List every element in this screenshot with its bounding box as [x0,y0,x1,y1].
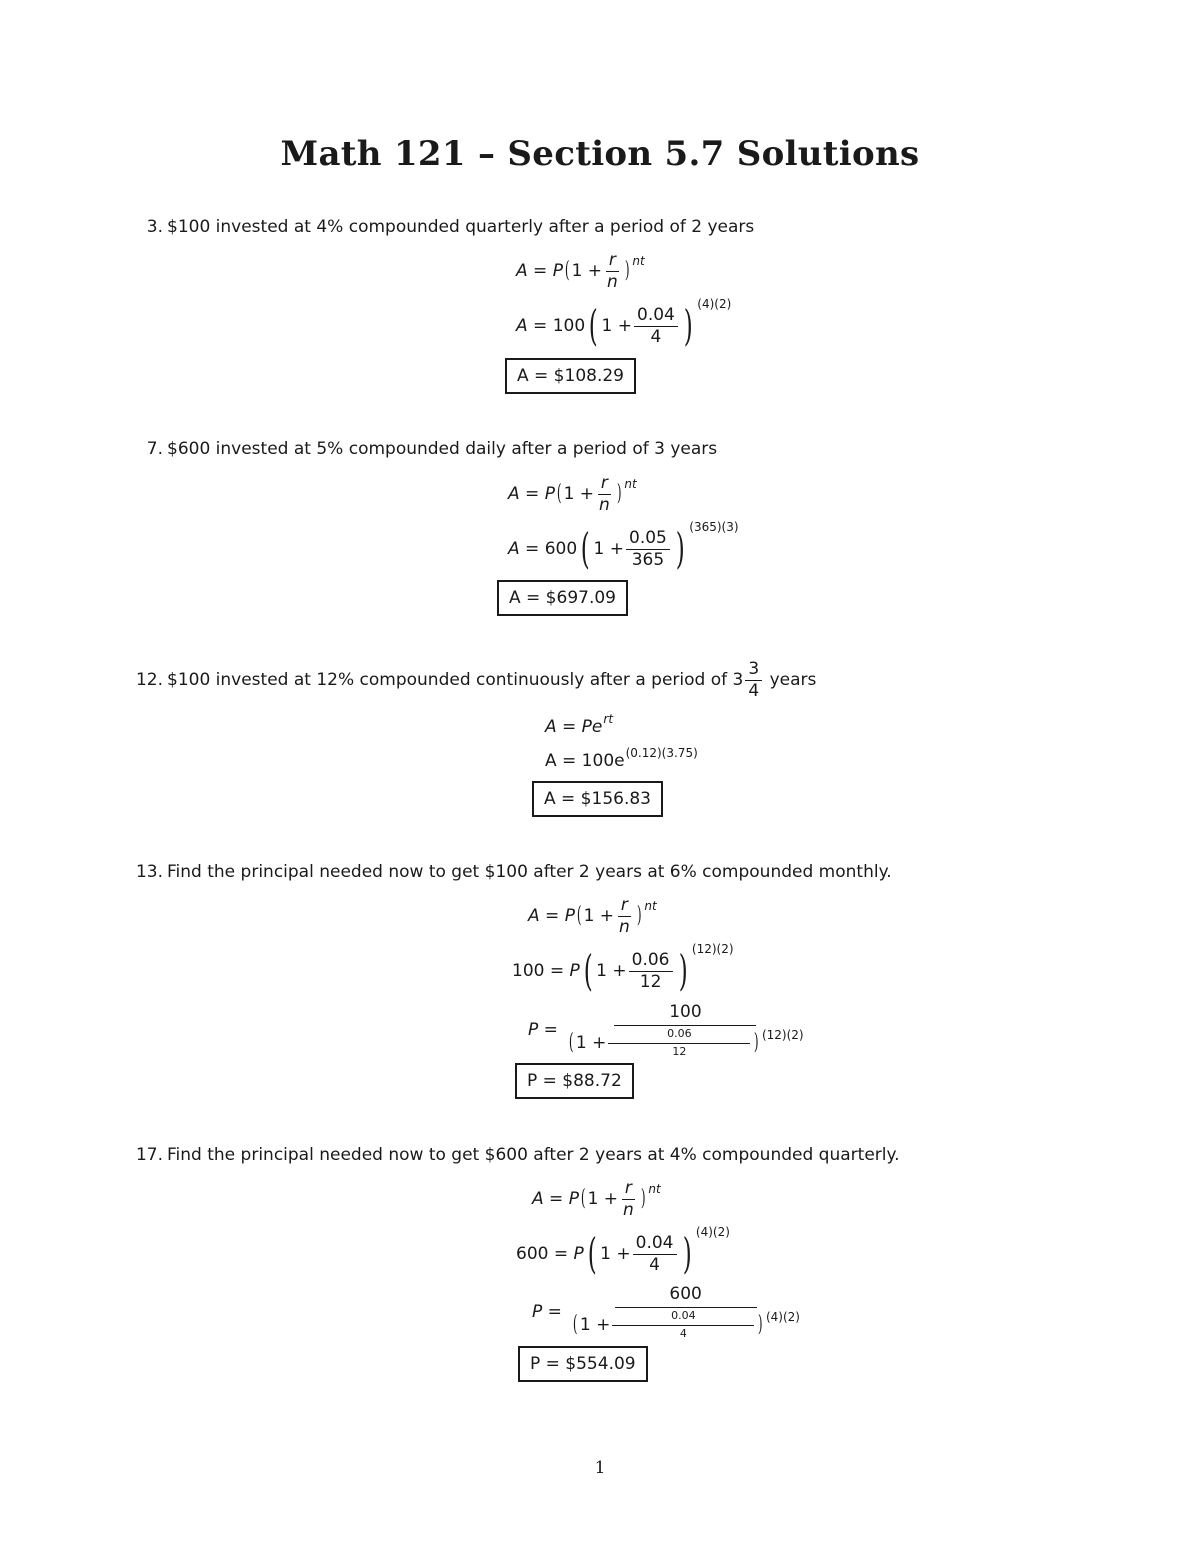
problem-7-formula: A = P ( 1 + $\frac{r}{n}$ ) nt [508,472,637,515]
formula-lhs: A [516,261,528,281]
problem-number: 12. [135,670,163,691]
problem-12-formula [545,712,613,742]
left-paren: ( [580,524,590,573]
right-paren: ) [624,258,630,283]
problem-12-statement [130,660,816,700]
continuous-substitution: A = 100e [545,751,625,771]
rate-fraction: $\frac{r}{n}$ [607,249,618,292]
formula-lhs: A [528,906,540,926]
formula-lhs: A [508,484,520,504]
problem-13-answer-box: P = $88.72 [515,1063,634,1099]
right-paren: ) [683,301,693,350]
right-paren: ) [636,903,642,928]
solve-denominator: ( 1 + $\frac{0.06}{12}$ ) (12)(2) [569,1026,804,1058]
sub-principal: 600 [544,539,578,559]
solve-numerator: 100 [614,1002,756,1026]
sub-fraction: $\frac{0.04}{4}$ [634,306,678,346]
problem-17-solve: P = 600 ( 1 + $\frac{0.04}{4}$ ) (4)(2) [532,1283,804,1341]
problem-13-solve: P = 100 ( 1 + $\frac{0.06}{12}$ ) (12)(2) [528,1001,808,1059]
problem-7-statement [130,439,717,459]
rate-fraction: $\frac{r}{n}$ [619,894,630,937]
page-number: 1 [594,1458,606,1478]
sub-lhs: A [516,316,528,336]
rate-fraction: $\frac{r}{n}$ [599,472,610,515]
principal-symbol: P [544,484,555,504]
sub-lhs: 600 [516,1244,549,1264]
problem-3-statement [130,217,754,237]
exponent: (0.12)(3.75) [625,746,698,760]
problem-3-formula: A = P ( 1 + $\frac{r}{n}$ ) nt [516,249,645,292]
formula-lhs: A [532,1189,544,1209]
exponent: nt [644,899,657,913]
sub-fraction: $\frac{0.04}{4}$ [633,1234,677,1274]
exponent: nt [632,254,645,268]
problem-3-answer-box: A = $108.29 [505,358,636,394]
solve-fraction [567,1284,804,1340]
problem-number: 7. [146,439,163,459]
mixed-fraction: $\frac{3}{4}$ [745,660,762,700]
problem-text: Find the principal needed now to get $600 after 2 years at 4% compounded quarterly. [167,1145,900,1165]
right-paren: ) [678,946,688,995]
problem-text: $600 invested at 5% compounded daily after a period of 3 years [167,439,718,459]
right-paren: ) [640,1186,646,1211]
rate-fraction: $\frac{r}{n}$ [623,1177,634,1220]
left-paren: ( [587,1229,597,1278]
principal-symbol: P [528,1020,539,1040]
principal-symbol: P [569,961,580,981]
problem-17-answer-box: P = $554.09 [518,1346,648,1382]
solve-fraction [563,1002,807,1058]
problem-13-statement [130,862,892,882]
sub-lhs: 100 [512,961,545,981]
problem-17-substitution: 600 = P ( 1 + $\frac{0.04}{4}$ ) (4)(2) [516,1225,730,1278]
page-title: Math 121 – Section 5.7 Solutions [280,134,920,174]
problem-text: $100 invested at 4% compounded quarterly after a period of 2 years [167,217,755,237]
problem-text-end: years [769,670,817,691]
solve-numerator: 600 [615,1284,757,1308]
left-paren: ( [564,258,570,283]
left-paren: ( [588,301,598,350]
right-paren: ) [675,524,685,573]
principal-symbol: P [532,1302,543,1322]
problem-text: $100 invested at 12% compounded continuously after a period of 3 [167,670,744,691]
principal-symbol: P [552,261,563,281]
principal-symbol: P [568,1189,579,1209]
exponent: (4)(2) [695,1225,730,1239]
continuous-formula: A = Pe [545,717,603,737]
exponent: nt [648,1182,661,1196]
left-paren: ( [580,1186,586,1211]
solve-denominator: ( 1 + $\frac{0.04}{4}$ ) (4)(2) [573,1308,800,1340]
problem-7-answer-box: A = $697.09 [497,580,628,616]
left-paren: ( [556,481,562,506]
exponent: (365)(3) [689,520,739,534]
problem-number: 13. [135,862,163,882]
exponent: rt [603,712,614,726]
problem-17-formula: A = P ( 1 + $\frac{r}{n}$ ) nt [532,1177,661,1220]
problem-12-answer-box: A = $156.83 [532,781,663,817]
principal-symbol: P [573,1244,584,1264]
sub-principal: 100 [552,316,586,336]
sub-fraction: $\frac{0.05}{365}$ [626,529,670,569]
exponent: (4)(2) [697,297,732,311]
left-paren: ( [576,903,582,928]
problem-12-substitution [545,746,698,776]
exponent: (12)(2) [691,942,734,956]
left-paren: ( [583,946,593,995]
exponent: nt [624,477,637,491]
principal-symbol: P [564,906,575,926]
problem-13-formula: A = P ( 1 + $\frac{r}{n}$ ) nt [528,894,657,937]
problem-17-statement [130,1145,900,1165]
problem-7-substitution: A = 600 ( 1 + $\frac{0.05}{365}$ ) (365)(3) [508,520,739,573]
sub-fraction: $\frac{0.06}{12}$ [629,951,673,991]
problem-number: 3. [146,217,163,237]
right-paren: ) [616,481,622,506]
right-paren: ) [682,1229,692,1278]
problem-3-substitution: A = 100 ( 1 + $\frac{0.04}{4}$ ) (4)(2) [516,297,732,350]
problem-number: 17. [135,1145,163,1165]
problem-text: Find the principal needed now to get $100 after 2 years at 6% compounded monthly. [167,862,892,882]
sub-lhs: A [508,539,520,559]
problem-13-substitution: 100 = P ( 1 + $\frac{0.06}{12}$ ) (12)(2) [512,942,734,995]
